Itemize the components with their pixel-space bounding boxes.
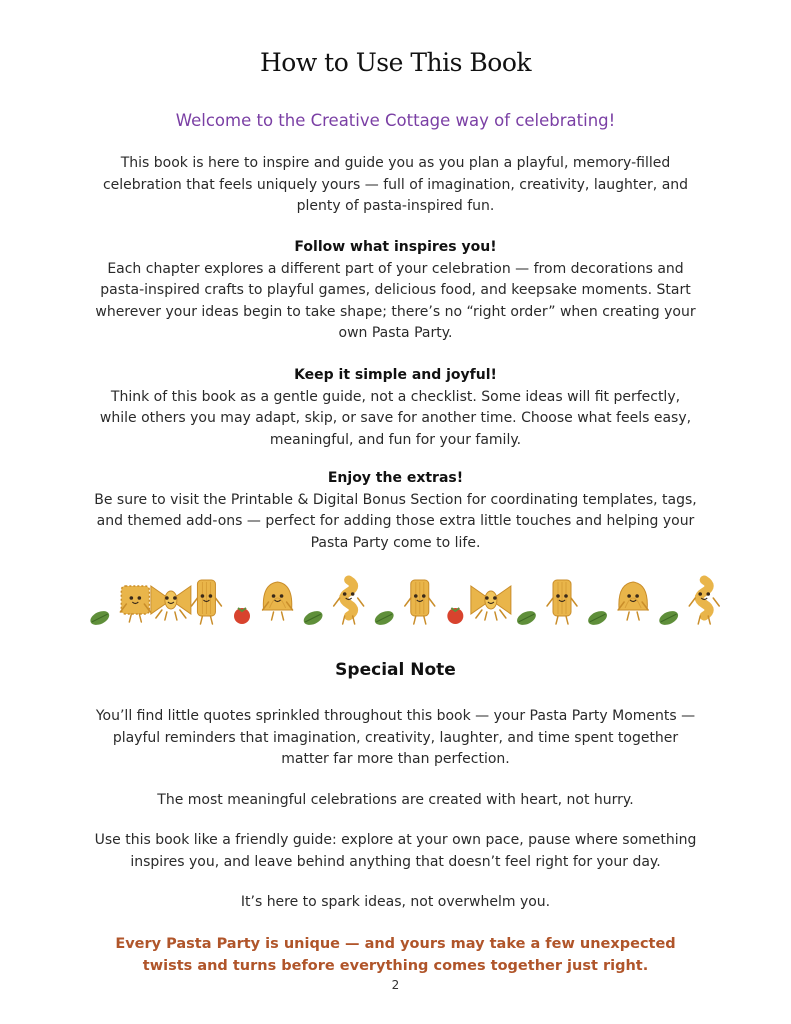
section-heading: Keep it simple and joyful! <box>294 367 497 383</box>
conchiglie-icon <box>618 582 648 620</box>
basil-icon <box>88 608 111 627</box>
section-body: Think of this book as a gentle guide, not a checklist. Some ideas will fit perfectly, while others you may adapt, skip, or save for another time. Choose what feels easy, meaningful, and fun for your family. <box>99 388 692 448</box>
fusilli-icon <box>689 580 719 624</box>
welcome-subtitle: Welcome to the Creative Cottage way of celebrating! <box>175 111 616 130</box>
closing-quote: Every Pasta Party is unique — and yours may take a few unexpected twists and turns before everything comes together just right. <box>115 936 676 974</box>
basil-icon <box>657 608 680 627</box>
section-heading: Follow what inspires you! <box>294 239 497 255</box>
basil-icon <box>302 608 325 627</box>
special-note-paragraph: Use this book like a friendly guide: explore at your own pace, pause where something inspires you, and leave behind anything that doesn’t feel right for your day. <box>94 832 697 870</box>
basil-icon <box>515 608 538 627</box>
pasta-border-illustration <box>82 572 722 638</box>
bowtie-icon <box>151 586 191 620</box>
section-heading: Enjoy the extras! <box>327 470 464 486</box>
intro-paragraph: This book is here to inspire and guide you as you plan a playful, memory-filled celebration that feels uniquely yours — full of imagination, creativity, laughter, and plenty of pasta-inspired fun. <box>102 155 689 214</box>
section-body: Be sure to visit the Printable & Digital Bonus Section for coordinating templates, tags, and themed add-ons — perfect for adding those extra little touches and helping your Pasta Party come to life. <box>94 491 697 551</box>
special-note-paragraph: The most meaningful celebrations are created with heart, not hurry. <box>157 792 634 808</box>
basil-icon <box>373 608 396 627</box>
tomato-icon <box>234 608 250 624</box>
rigatoni-icon <box>547 580 577 624</box>
bowtie-icon <box>471 586 511 620</box>
special-note-paragraph: You’ll find little quotes sprinkled throughout this book — your Pasta Party Moments — playful reminders that imagination, creativity, laughter, and time spent together matter far more than perfection. <box>95 708 696 767</box>
page-title: How to Use This Book <box>259 48 532 77</box>
section-enjoy-extras <box>92 468 699 554</box>
special-note-heading: Special Note <box>335 660 456 680</box>
special-note-paragraph: It’s here to spark ideas, not overwhelm you. <box>240 894 551 910</box>
page-number: 2 <box>391 978 400 992</box>
section-keep-simple <box>92 365 699 451</box>
conchiglie-icon <box>263 582 293 620</box>
section-follow-inspires <box>92 237 699 345</box>
ravioli-icon <box>120 586 150 622</box>
rigatoni-icon <box>191 580 221 624</box>
rigatoni-icon <box>405 580 435 624</box>
section-body: Each chapter explores a different part of your celebration — from decorations and pasta-inspired crafts to playful games, delicious food, and keepsake moments. Start wherever your ideas begin to take shape; there’s no “right order” when creating your own Pasta Party. <box>95 260 696 341</box>
tomato-icon <box>447 608 463 624</box>
basil-icon <box>586 608 609 627</box>
fusilli-icon <box>334 580 364 624</box>
